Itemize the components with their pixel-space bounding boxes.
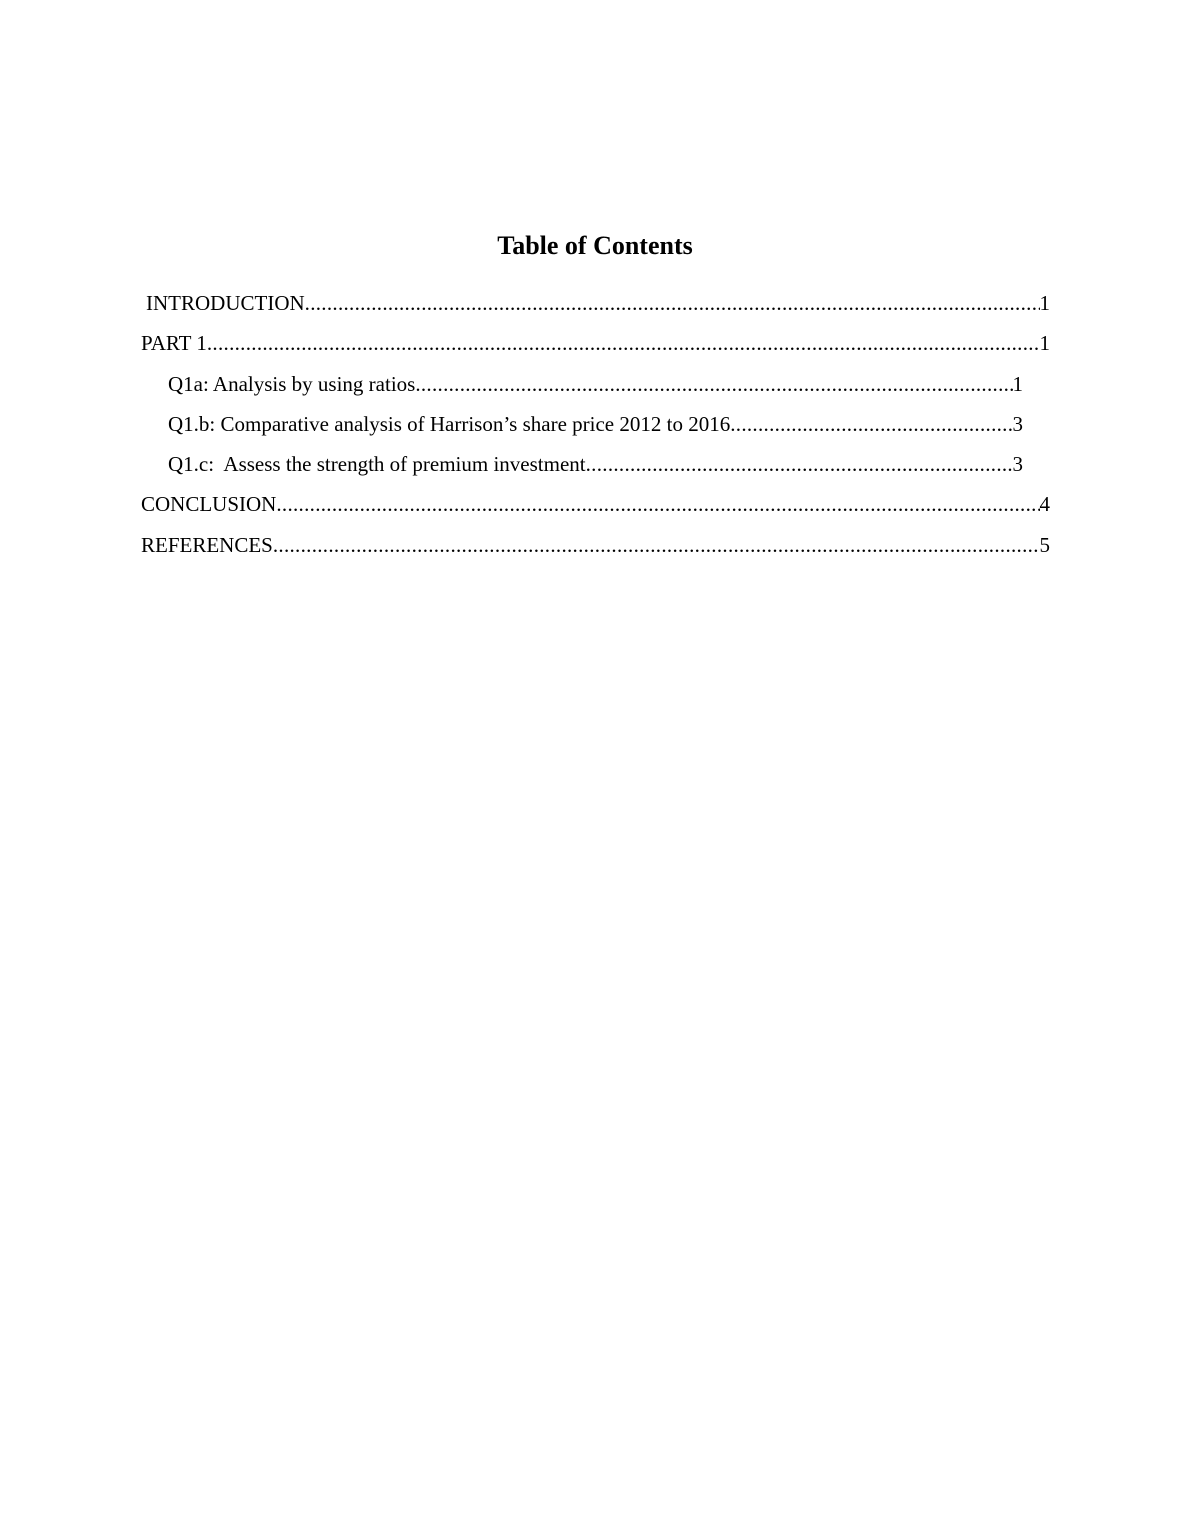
toc-entry-q1b[interactable] — [0, 404, 1023, 444]
toc-entry-label: PART 1 — [141, 331, 207, 356]
toc-entry-label: Q1.b: Comparative analysis of Harrison’s share price 2012 to 2016 — [168, 411, 731, 436]
dot-leader — [730, 404, 1012, 444]
toc-entry-label: CONCLUSION — [141, 492, 277, 517]
toc-list — [0, 283, 1190, 565]
dot-leader — [415, 364, 1012, 404]
toc-entry-q1c[interactable] — [0, 444, 1023, 484]
toc-page-number: 4 — [1039, 492, 1050, 517]
toc-entry-conclusion[interactable] — [0, 484, 1050, 524]
toc-entry-introduction[interactable] — [0, 283, 1050, 323]
dot-leader — [305, 283, 1040, 323]
toc-page-number: 3 — [1012, 452, 1023, 477]
toc-entry-references[interactable] — [0, 525, 1050, 565]
toc-page-number: 3 — [1012, 411, 1023, 436]
toc-page-number: 1 — [1039, 331, 1050, 356]
toc-entry-q1a[interactable] — [0, 364, 1023, 404]
toc-page-number: 5 — [1039, 532, 1050, 557]
toc-page-number: 1 — [1039, 291, 1050, 315]
toc-entry-label: Q1a: Analysis by using ratios — [168, 371, 416, 396]
toc-entry-label: INTRODUCTION — [146, 291, 305, 315]
dot-leader — [273, 525, 1040, 565]
dot-leader — [207, 323, 1040, 363]
toc-entry-label: Q1.c: Assess the strength of premium investment — [168, 452, 586, 477]
toc-page-number: 1 — [1012, 371, 1023, 396]
toc-title: Table of Contents — [497, 231, 693, 260]
toc-entry-part-1[interactable] — [0, 323, 1050, 363]
dot-leader — [586, 444, 1013, 484]
toc-entry-label: REFERENCES — [141, 532, 273, 557]
dot-leader — [276, 484, 1039, 524]
